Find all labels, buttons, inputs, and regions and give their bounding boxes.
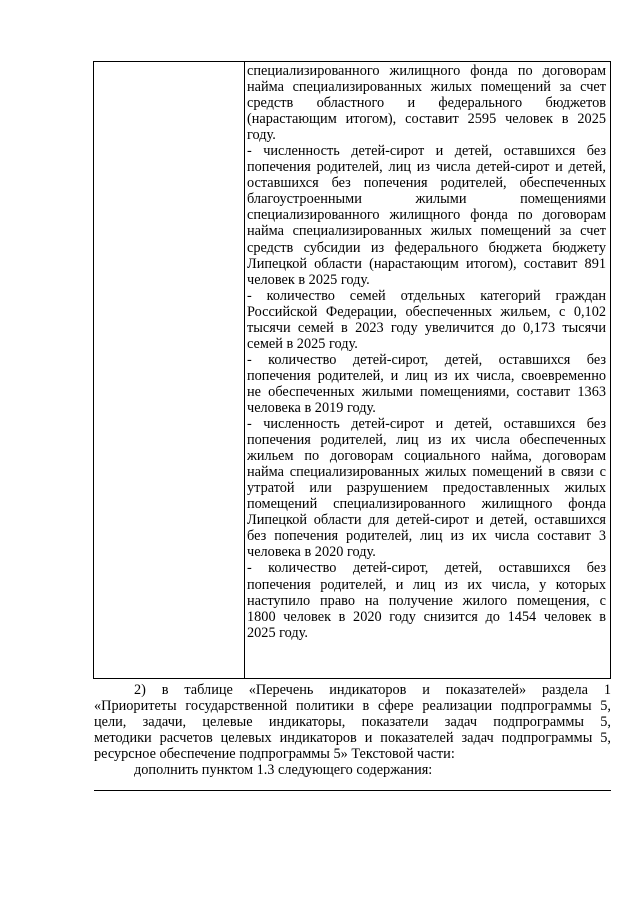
table-cell-line: - численность детей-сирот и детей, оставшихся без [247, 416, 606, 433]
table-cell-line: семей в 2025 году. [247, 335, 358, 352]
table-cell-line: попечения родителей, лиц из их числа обеспеченных [247, 432, 606, 449]
indicator-table [93, 61, 611, 679]
bottom-rule-line [94, 790, 611, 791]
paragraph-line: 2) в таблице «Перечень индикаторов и показателей» раздела 1 [134, 682, 611, 698]
amendment-paragraph [94, 682, 611, 778]
table-cell-line: попечения родителей, лиц из числа детей-сирот и детей, [247, 159, 606, 176]
table-cell-line: Липецкой области (нарастающим итогом), составит 891 [247, 255, 606, 272]
table-cell-line: тысячи семей в 2023 году увеличится до 0,173 тысячи [247, 319, 606, 336]
table-cell-line: попечения родителей, и лиц из их числа, у которых [247, 576, 606, 593]
table-cell-line: жильем по договорам социального найма, договорам [247, 448, 606, 465]
paragraph-line: дополнить пунктом 1.3 следующего содержания: [134, 762, 433, 779]
table-cell-line: - количество детей-сирот, детей, оставшихся без [247, 351, 606, 368]
table-cell-line: Российской Федерации, обеспеченных жильем, с 0,102 [247, 303, 606, 320]
table-cell-line: попечения родителей, и лиц из их числа, своевременно [247, 367, 606, 384]
table-cell-line: 2025 году. [247, 624, 308, 641]
table-cell-line: найма специализированных жилых помещений за счет [247, 223, 606, 240]
table-cell-line: человека в 2020 году. [247, 544, 376, 561]
table-cell-line: 1800 человек в 2020 году снизится до 1454 человек в [247, 608, 606, 625]
table-cell-line: оставшихся без попечения родителей, обеспеченных [247, 175, 606, 192]
table-cell-line: помещений специализированного жилищного фонда [247, 496, 606, 513]
table-cell-line: благоустроенными жилыми помещениями [247, 191, 606, 208]
table-cell-line: Липецкой области для детей-сирот и детей, оставшихся [247, 512, 606, 529]
table-cell-line: специализированного жилищного фонда по договорам [247, 207, 606, 224]
paragraph-line: цели, задачи, целевые индикаторы, показатели задач подпрограммы 5, [94, 714, 611, 731]
table-cell-line: средств областного и федерального бюджетов [247, 95, 606, 112]
table-cell-line: человек в 2025 году. [247, 271, 370, 288]
paragraph-line: ресурсное обеспечение подпрограммы 5» Текстовой части: [94, 746, 455, 763]
table-cell-line: средств субсидии из федерального бюджета бюджету [247, 239, 606, 256]
table-cell-line: специализированного жилищного фонда по договорам [247, 63, 606, 79]
table-cell-line: - численность детей-сирот и детей, оставшихся без [247, 143, 606, 160]
paragraph-line: методики расчетов целевых индикаторов и показателей задач подпрограммы 5, [94, 730, 611, 747]
table-cell-line: найма специализированных жилых помещений за счет [247, 79, 606, 96]
table-cell-line: наступило право на получение жилого помещения, с [247, 592, 606, 609]
table-cell-line: - количество детей-сирот, детей, оставшихся без [247, 560, 606, 577]
table-cell-line: без попечения родителей, лиц из их числа составит 3 [247, 528, 606, 545]
table-cell-expected-results [247, 63, 606, 641]
table-cell-line: утратой или разрушением предоставленных жилых [247, 480, 606, 497]
table-cell-line: - количество семей отдельных категорий граждан [247, 287, 606, 304]
table-cell-line: (нарастающим итогом), составит 2595 человек в 2025 [247, 111, 606, 128]
table-cell-line: найма специализированных жилых помещений в связи с [247, 464, 606, 481]
table-cell-line: человека в 2019 году. [247, 399, 376, 416]
table-column-divider [244, 62, 245, 678]
paragraph-line: «Приоритеты государственной политики в сфере реализации подпрограммы 5, [94, 698, 611, 715]
table-cell-line: году. [247, 127, 276, 144]
table-cell-line: не обеспеченных жилыми помещениями, составит 1363 [247, 383, 606, 400]
